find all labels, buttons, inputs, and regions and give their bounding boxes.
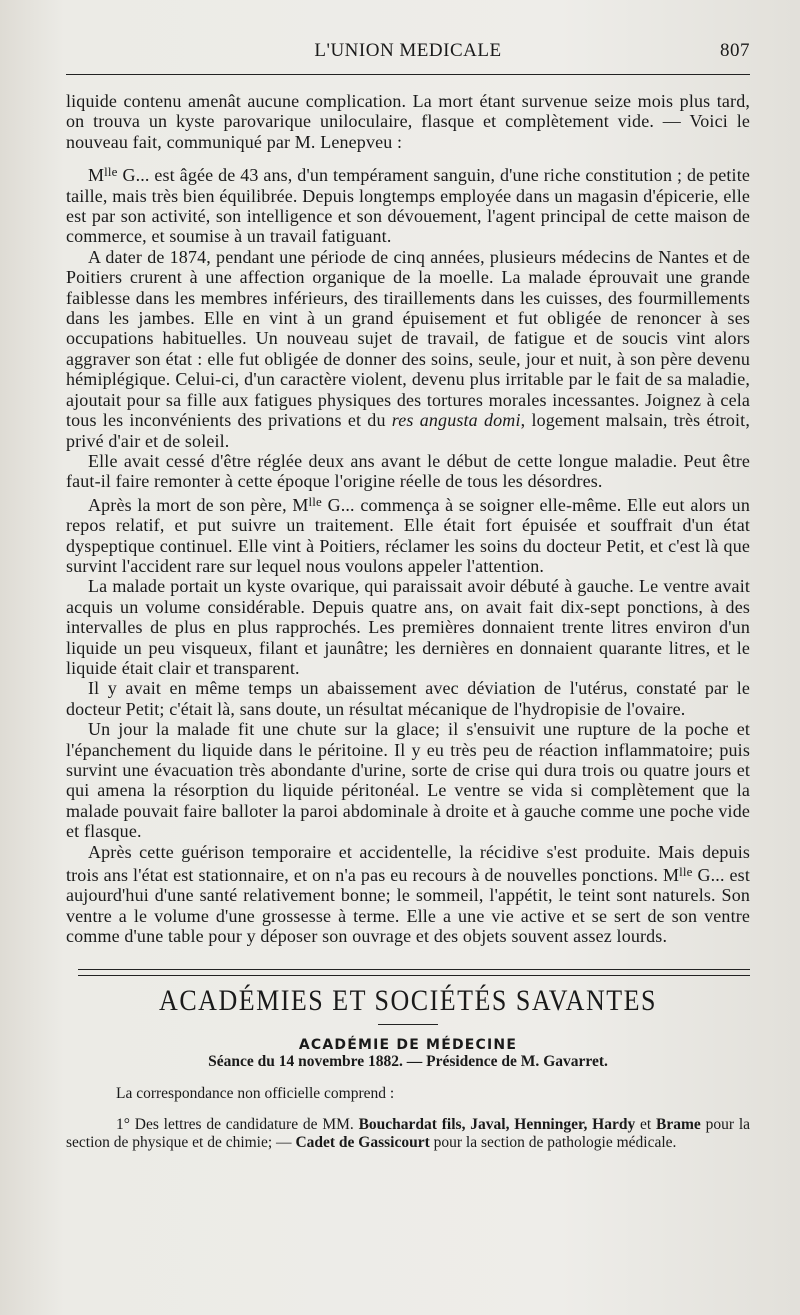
paragraph: A dater de 1874, pendant une période de cinq années, plusieurs médecins de Nantes et de Poitiers crurent à une affection organique de la moelle. La malade éprouvait une grande faiblesse dans les membres inférieurs, des tiraillements dans les cuisses, des fourmillements dans les jambes. Elle en vint à un grand épuisement et fut obligée de renoncer à ses occupations habituelles. Un nouveau sujet de travail, de fatigue et de soucis vint alors aggraver son état : elle fut obligée de donner des soins, seule, jour et nuit, à son père devenu hémiplégique. Celui-ci, d'un caractère violent, devenu plus irritable par le fait de sa maladie, ajoutait pour sa fille aux fatigues physiques des tortures morales incessantes. Joignez à cela tous les inconvénients des privations et du res angusta domi, logement malsain, très étroit, privé d'air et de soleil. bbox=[66, 246, 750, 451]
candidature-letters: 1° Des lettres de candidature de MM. Bouchardat fils, Javal, Henninger, Hardy et Brame pour la section de physique et de chimie; — Cadet de Gassicourt pour la section de pathologie médicale. bbox=[66, 1115, 750, 1152]
article-body bbox=[66, 91, 750, 947]
correspondence-intro: La correspondance non officielle comprend : bbox=[116, 1085, 395, 1103]
paragraph: Après cette guérison temporaire et accidentelle, la récidive s'est produite. Mais depuis trois ans l'état est stationnaire, et on n'a pas eu recours à de nouvelles ponctions. $M^{lle}$ G... est aujourd'hui d'une santé relativement bonne; le sommeil, l'appétit, le teint sont naturels. Son ventre a le volume d'une grossesse à terme. Elle a une vie active et se sert de son ventre comme d'une table pour y déposer son ouvrage et des objets souvent assez lourds. bbox=[66, 841, 750, 947]
paragraph: Un jour la malade fit une chute sur la glace; il s'ensuivit une rupture de la poche et l'épanchement du liquide dans le péritoine. Il y eu très peu de réaction inflammatoire; puis survint une évacuation très abondante d'urine, sorte de crise qui dura trois ou quatre jours et qui amena la résorption du liquide péritonéal. Le ventre se vida si complètement que la malade pouvait faire balloter la paroi abdominale à droite et à gauche comme une poche vide et flasque. bbox=[66, 719, 750, 842]
latin-phrase: res angusta domi bbox=[391, 410, 521, 431]
paragraph: liquide contenu amenât aucune complication. La mort étant survenue seize mois plus tard, on trouva un kyste parovarique uniloculaire, flasque et complètement vide. — Voici le nouveau fait, communiqué par M. Lenepveu : bbox=[66, 91, 750, 152]
subsection-title: ACADÉMIE DE MÉDECINE bbox=[298, 1036, 518, 1053]
paragraph: Elle avait cessé d'être réglée deux ans avant le début de cette longue maladie. Peut être faut-il faire remonter à cette époque l'origine réelle de tous les désordres. bbox=[66, 450, 750, 492]
session-report bbox=[66, 1053, 750, 1153]
paragraph: Après la mort de son père, $M^{lle}$ G... commença à se soigner elle-même. Elle eut alors un repos relatif, et put suivre un traitement. Elle était fort épuisée et souffrait d'un état dyspeptique continuel. Elle vint à Poitiers, réclamer les soins du docteur Petit, et c'est là que survint l'accident rare sur lequel nous voulons appeler l'attention. bbox=[66, 493, 750, 576]
paragraph: $M^{lle}$ G... est âgée de 43 ans, d'un tempérament sanguin, d'une riche constitution ; de petite taille, mais très bien équilibrée. Depuis longtemps employée dans un magasin d'épicerie, elle est par son activité, son intelligence et son dévouement, l'agent principal de cette maison de commerce, et soumise à un travail fatiguant. bbox=[66, 164, 750, 247]
header-rule bbox=[66, 74, 750, 75]
journal-title: L'UNION MEDICALE bbox=[314, 40, 502, 61]
section-divider bbox=[78, 969, 750, 976]
paragraph: Il y avait en même temps un abaissement avec déviation de l'utérus, constaté par le docteur Petit; c'était là, sans doute, un résultat mécanique de l'hydropisie de l'ovaire. bbox=[66, 678, 750, 719]
section-title: ACADÉMIES ET SOCIÉTÉS SAVANTES bbox=[159, 983, 657, 1017]
session-line: Séance du 14 novembre 1882. — Présidence de M. Gavarret. bbox=[208, 1052, 608, 1070]
running-header bbox=[66, 40, 750, 70]
page-number: 807 bbox=[720, 40, 750, 61]
paragraph: La malade portait un kyste ovarique, qui paraissait avoir débuté à gauche. Le ventre avait acquis un volume considérable. Depuis quatre ans, on avait fait dix-sept ponctions, à des intervalles de plus en plus rapprochés. Les premières donnaient trente litres environ d'un liquide un peu visqueux, filant et jaunâtre; les dernières en donnaient quarante litres, et le liquide était clair et transparent. bbox=[66, 576, 750, 678]
short-divider bbox=[378, 1024, 438, 1025]
